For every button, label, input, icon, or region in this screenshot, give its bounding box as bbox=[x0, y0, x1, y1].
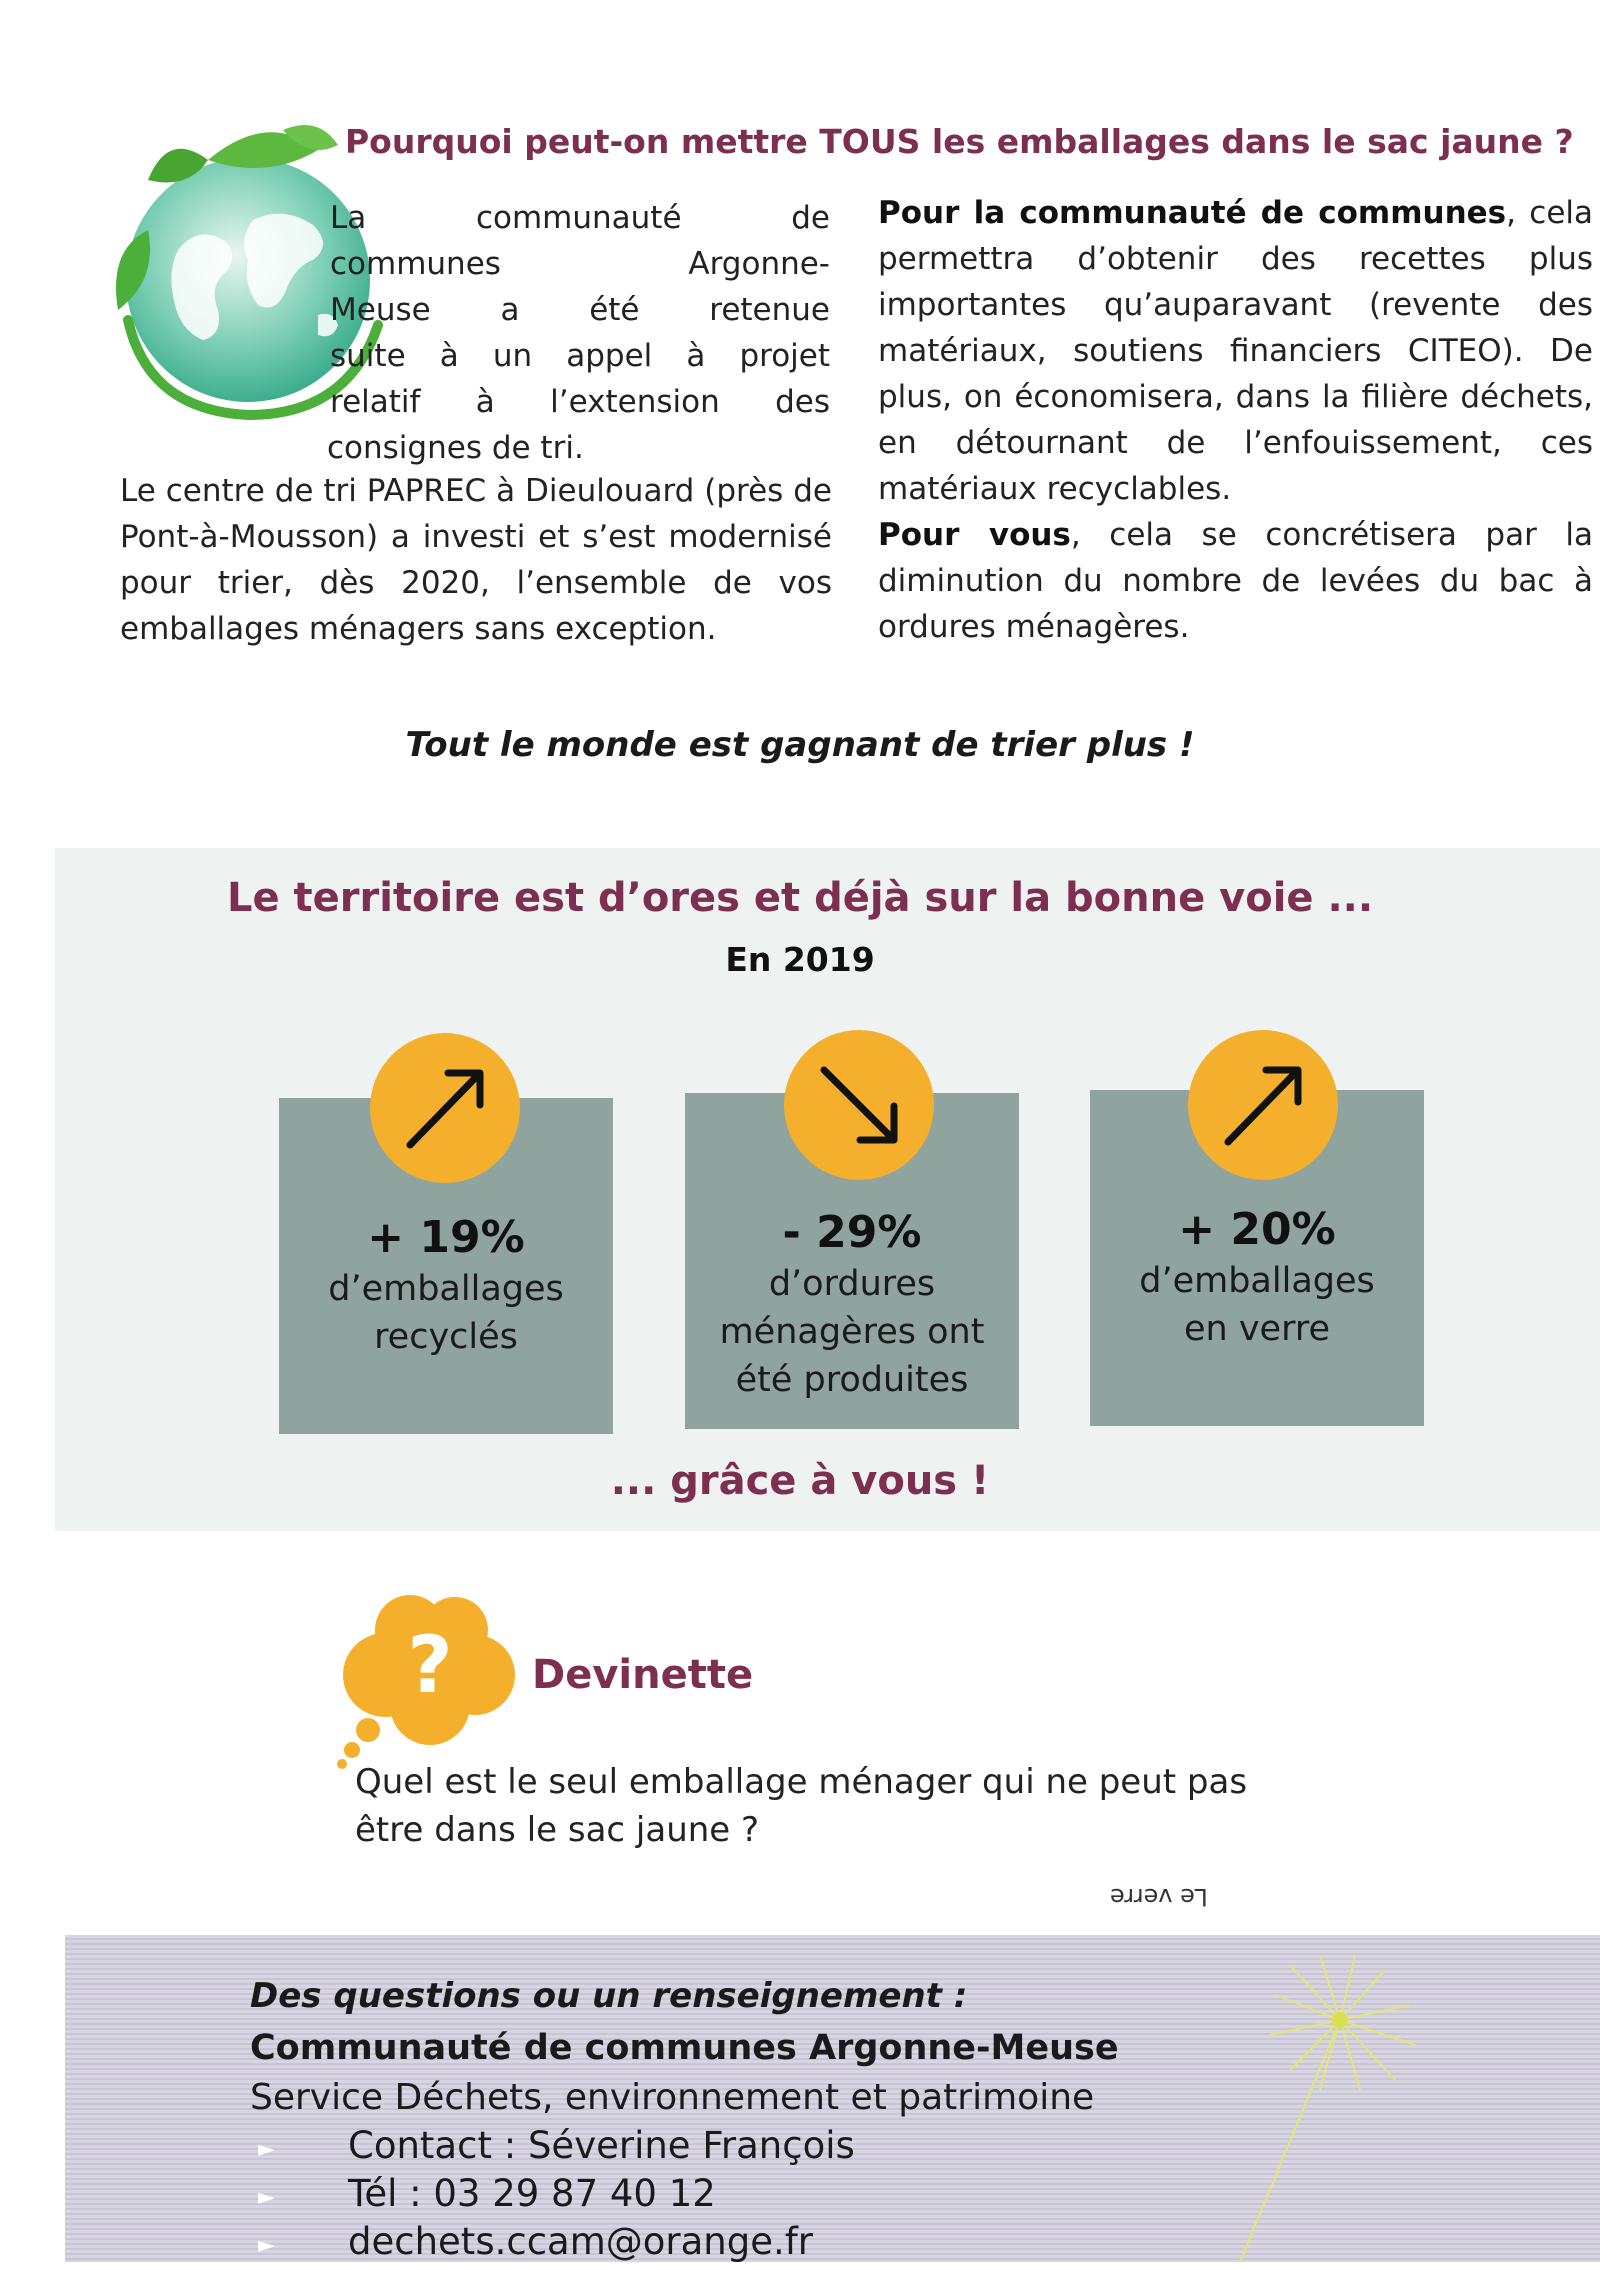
intro-line: suite à un appel à projet bbox=[330, 338, 830, 374]
intro-line: communes Argonne- bbox=[330, 246, 830, 282]
intro-line: Meuse a été retenue bbox=[330, 292, 830, 328]
intro-right-text-1: , cela permettra d’obtenir des recettes plus importantes qu’auparavant (revente des matériaux, soutiens financiers CITEO). De plus, on économisera, dans la filière déchets, en détournant de l’enfouissement, ces matériaux recyclables. bbox=[878, 195, 1593, 507]
intro-right-bold-1: Pour la communauté de communes bbox=[878, 195, 1507, 231]
stat-percentage: + 19% bbox=[367, 1212, 525, 1263]
contact-organization: Communauté de communes Argonne-Meuse bbox=[250, 2028, 1119, 2068]
stats-footer: ... grâce à vous ! bbox=[610, 1458, 990, 1504]
intro-left-bottom: Le centre de tri PAPREC à Dieulouard (près de Pont-à-Mousson) a investi et s’est modernisé pour trier, dès 2020, l’ensemble de vos emballages ménagers sans exception. bbox=[120, 473, 832, 647]
contact-person: Contact : Séverine François bbox=[348, 2124, 855, 2167]
stat-description: d’emballages en verre bbox=[1139, 1261, 1375, 1349]
intro-line: consignes de tri. bbox=[327, 430, 584, 466]
contact-service: Service Déchets, environnement et patrimoine bbox=[250, 2077, 1095, 2118]
intro-right-paragraph-1 bbox=[878, 190, 1593, 512]
page-title: Pourquoi peut-on mettre TOUS les emballages dans le sac jaune ? bbox=[345, 122, 1574, 161]
svg-text:?: ? bbox=[407, 1621, 453, 1711]
contact-list bbox=[250, 2122, 1250, 2266]
intro-line: La communauté de bbox=[330, 200, 830, 236]
arrow-down-right-icon bbox=[784, 1030, 934, 1180]
riddle-title: Devinette bbox=[532, 1652, 754, 1698]
arrow-up-right-icon bbox=[370, 1033, 520, 1183]
stats-year: En 2019 bbox=[725, 940, 875, 979]
contact-question: Des questions ou un renseignement : bbox=[250, 1976, 968, 2016]
riddle-question: Quel est le seul emballage ménager qui ne peut pas être dans le sac jaune ? bbox=[355, 1762, 1248, 1850]
bullet-icon: ► bbox=[258, 2137, 275, 2162]
bullet-icon: ► bbox=[258, 2233, 275, 2258]
contact-item bbox=[250, 2218, 1250, 2266]
intro-left-top bbox=[327, 195, 830, 471]
motto: Tout le monde est gagnant de trier plus ! bbox=[405, 725, 1195, 765]
riddle-answer: Le verre bbox=[1110, 1883, 1208, 1911]
arrow-up-right-icon bbox=[1188, 1030, 1338, 1180]
intro-right-text-2: , cela se concrétisera par la diminution du nombre de levées du bac à ordures ménagères. bbox=[878, 517, 1593, 645]
contact-email-link[interactable]: dechets.ccam@orange.fr bbox=[348, 2220, 813, 2263]
contact-phone[interactable]: Tél : 03 29 87 40 12 bbox=[348, 2172, 716, 2215]
stats-title: Le territoire est d’ores et déjà sur la bonne voie ... bbox=[226, 875, 1374, 921]
intro-right-bold-2: Pour vous bbox=[878, 517, 1071, 553]
stat-description: d’emballages recyclés bbox=[328, 1269, 564, 1357]
contact-item bbox=[250, 2170, 1250, 2218]
stat-percentage: - 29% bbox=[782, 1207, 922, 1258]
question-cloud-icon bbox=[330, 1590, 530, 1770]
intro-right bbox=[878, 190, 1593, 650]
contact-block bbox=[250, 1970, 1250, 2266]
intro-right-paragraph-2 bbox=[878, 512, 1593, 650]
contact-item bbox=[250, 2122, 1250, 2170]
stat-description: d’ordures ménagères ont été produites bbox=[719, 1264, 985, 1400]
stat-percentage: + 20% bbox=[1178, 1204, 1336, 1255]
intro-line: relatif à l’extension des bbox=[330, 384, 830, 420]
bullet-icon: ► bbox=[258, 2185, 275, 2210]
